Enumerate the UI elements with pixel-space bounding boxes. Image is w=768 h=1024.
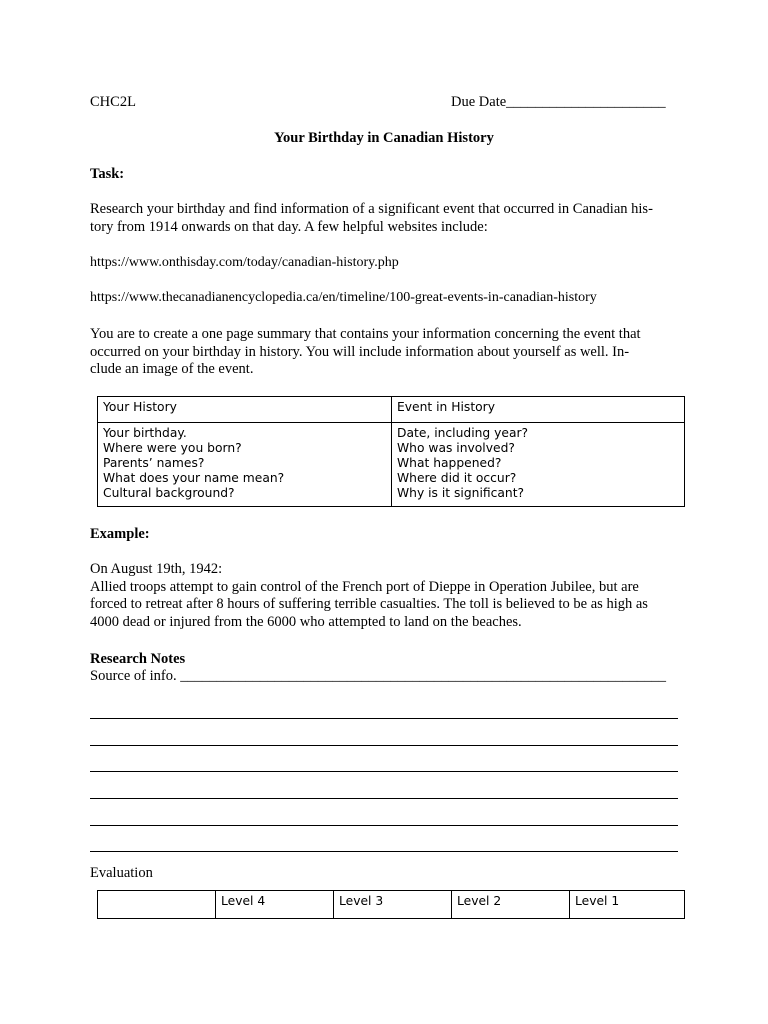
example-line: 4000 dead or injured from the 6000 who attempted to land on the beaches. [90, 613, 522, 630]
evaluation-table [97, 890, 685, 919]
task-line: Research your birthday and find information of a significant event that occurred in Canadian his- [90, 201, 653, 217]
example-line: Allied troops attempt to gain control of the French port of Dieppe in Operation Jubilee, but are [90, 578, 639, 595]
your-history-cell [98, 423, 392, 507]
due-date-field: Due Date______________________ [451, 94, 666, 110]
event-history-cell [392, 423, 685, 507]
history-table [97, 396, 685, 507]
note-line[interactable] [90, 745, 678, 746]
list-item: What does your name mean? [103, 471, 285, 485]
list-item: Date, including year? [397, 426, 529, 440]
evaluation-label: Evaluation [90, 865, 153, 881]
table-header-cell: Level 3 [334, 891, 452, 919]
note-line[interactable] [90, 771, 678, 772]
summary-line: occurred on your birthday in history. You will include information about yourself as well. In- [90, 343, 630, 360]
summary-line: clude an image of the event. [90, 361, 254, 378]
example-date: On August 19th, 1942: [90, 561, 223, 577]
table-header-cell: Your History [98, 397, 392, 423]
table-row [98, 397, 685, 423]
note-line[interactable] [90, 798, 678, 799]
summary-line: You are to create a one page summary that contains your information concerning the event that [90, 326, 641, 342]
course-code: CHC2L [90, 94, 136, 110]
table-header-cell [98, 891, 216, 919]
link-onthisday[interactable]: https://www.onthisday.com/today/canadian-history.php [90, 255, 399, 270]
table-header-cell: Level 2 [452, 891, 570, 919]
task-paragraph [90, 201, 690, 236]
table-row [98, 891, 685, 919]
list-item: Why is it significant? [397, 486, 525, 500]
note-line[interactable] [90, 851, 678, 852]
note-line[interactable] [90, 825, 678, 826]
note-line[interactable] [90, 718, 678, 719]
table-header-cell: Level 4 [216, 891, 334, 919]
example-line: forced to retreat after 8 hours of suffering terrible casualties. The toll is believed to be as high as [90, 596, 648, 613]
research-notes-heading: Research Notes [90, 651, 186, 667]
list-item: Who was involved? [397, 441, 515, 455]
table-header-cell: Level 1 [570, 891, 685, 919]
task-heading: Task: [90, 166, 125, 182]
link-canadian-encyclopedia[interactable]: https://www.thecanadianencyclopedia.ca/en/timeline/100-great-events-in-canadian-history [90, 290, 597, 305]
list-item: Where did it occur? [397, 471, 517, 485]
list-item: Where were you born? [103, 441, 242, 455]
page-title: Your Birthday in Canadian History [274, 130, 494, 146]
source-of-info-field[interactable]: Source of info. ___________________________________________________________________ [90, 668, 666, 684]
table-row [98, 423, 685, 507]
table-header-cell: Event in History [392, 397, 685, 423]
task-line: tory from 1914 onwards on that day. A few helpful websites include: [90, 218, 488, 235]
example-heading: Example: [90, 526, 150, 542]
summary-paragraph [90, 326, 690, 379]
list-item: Parents’ names? [103, 456, 205, 470]
list-item: What happened? [397, 456, 502, 470]
list-item: Your birthday. [103, 426, 187, 440]
example-paragraph [90, 561, 690, 631]
list-item: Cultural background? [103, 486, 235, 500]
